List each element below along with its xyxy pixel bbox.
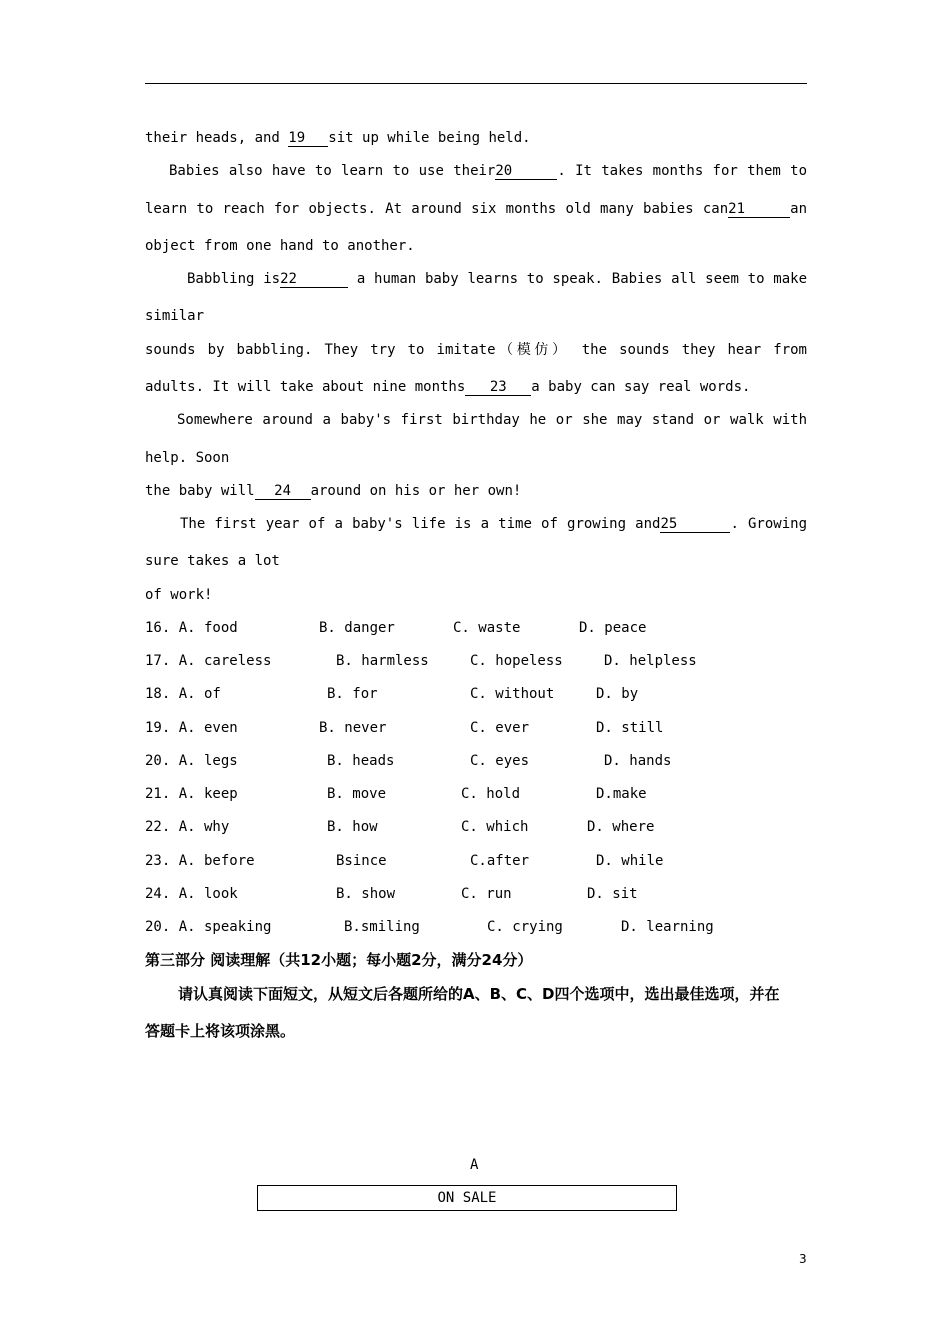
option-22-c: C. which (461, 819, 529, 835)
passage-line-8: adults. It will take about nine months 23 a baby can say real words. (145, 379, 751, 395)
option-23-a: 23. A. before (145, 853, 255, 869)
option-25-a: 20. A. speaking (145, 919, 272, 935)
option-19-c: C. ever (470, 720, 530, 736)
option-20-b: B. heads (327, 753, 395, 769)
passage-line-3: learn to reach for objects. At around six months old many babies can21 an (145, 201, 807, 217)
option-18-d: D. by (596, 686, 639, 702)
passage-line-6: similar (145, 308, 205, 324)
option-17-c: C. hopeless (470, 653, 563, 669)
option-17-b: B. harmless (336, 653, 429, 669)
blank-19: 19 (288, 130, 328, 147)
option-17-a: 17. A. careless (145, 653, 272, 669)
passage-line-11: the baby will 24 around on his or her own! (145, 483, 522, 499)
option-21-c: C. hold (461, 786, 521, 802)
option-24-c: C. run (461, 886, 512, 902)
section-title: 第三部分 阅读理解（共12小题；每小题2分，满分24分） (145, 951, 533, 969)
passage-line-14: of work! (145, 587, 213, 603)
option-24-b: B. show (336, 886, 396, 902)
blank-24: 24 (255, 483, 311, 500)
blank-23: 23 (465, 379, 531, 396)
blank-22: 22 (280, 271, 348, 288)
blank-20: 20 (495, 163, 557, 180)
option-21-a: 21. A. keep (145, 786, 238, 802)
passage-line-9: Somewhere around a baby's first birthday he or she may stand or walk with (177, 412, 807, 428)
header-rule (145, 83, 807, 84)
option-24-d: D. sit (587, 886, 638, 902)
passage-line-4: object from one hand to another. (145, 238, 415, 254)
blank-21: 21 (728, 201, 790, 218)
option-23-b: Bsince (336, 853, 387, 869)
option-20-d: D. hands (604, 753, 672, 769)
page-number: 3 (799, 1252, 807, 1266)
passage-line-7: sounds by babbling. They try to imitate（模仿） the sounds they hear from (145, 342, 807, 358)
option-16-d: D. peace (579, 620, 647, 636)
option-19-d: D. still (596, 720, 664, 736)
passage-line-1: their heads, and 19 sit up while being held. (145, 130, 531, 146)
option-19-b: B. never (319, 720, 387, 736)
option-16-b: B. danger (319, 620, 395, 636)
option-22-d: D. where (587, 819, 655, 835)
option-18-a: 18. A. of (145, 686, 221, 702)
passage-a-label: A (470, 1157, 479, 1173)
option-17-d: D. helpless (604, 653, 697, 669)
option-19-a: 19. A. even (145, 720, 238, 736)
option-23-c: C.after (470, 853, 530, 869)
passage-line-5: Babbling is22 a human baby learns to speak. Babies all seem to make (187, 271, 807, 287)
option-21-b: B. move (327, 786, 387, 802)
passage-line-12: The first year of a baby's life is a time of growing and25 . Growing (180, 516, 807, 532)
passage-line-13: sure takes a lot (145, 553, 280, 569)
option-22-a: 22. A. why (145, 819, 230, 835)
section-instruction: 请认真阅读下面短文，从短文后各题所给的A、B、C、D四个选项中，选出最佳选项，并在 (178, 985, 780, 1003)
option-18-b: B. for (327, 686, 378, 702)
passage-line-2: Babies also have to learn to use their20 . It takes months for them to (169, 163, 807, 179)
option-21-d: D.make (596, 786, 647, 802)
option-16-c: C. waste (453, 620, 521, 636)
option-18-c: C. without (470, 686, 555, 702)
blank-25: 25 (660, 516, 730, 533)
option-20-a: 20. A. legs (145, 753, 238, 769)
on-sale-box: ON SALE (257, 1185, 677, 1211)
section-instruction-cont: 答题卡上将该项涂黑。 (145, 1022, 296, 1040)
option-22-b: B. how (327, 819, 378, 835)
passage-line-10: help. Soon (145, 450, 230, 466)
option-25-c: C. crying (487, 919, 563, 935)
option-25-d: D. learning (621, 919, 714, 935)
option-24-a: 24. A. look (145, 886, 238, 902)
option-23-d: D. while (596, 853, 664, 869)
option-16-a: 16. A. food (145, 620, 238, 636)
option-25-b: B.smiling (344, 919, 420, 935)
option-20-c: C. eyes (470, 753, 530, 769)
